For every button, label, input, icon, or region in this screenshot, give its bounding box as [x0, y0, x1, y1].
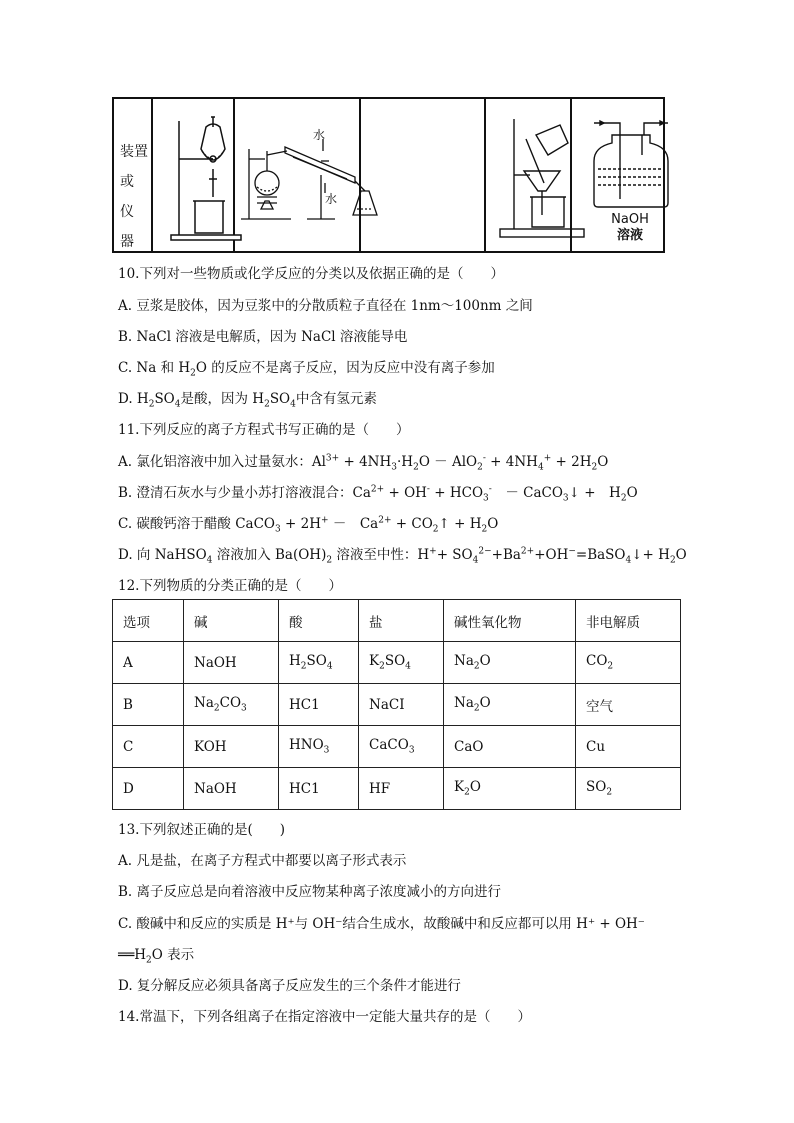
- gas-washing-bottle-icon: [572, 99, 689, 251]
- q10-option-d: D. $H_2SO_4$是酸，因为 $H_2SO_4$中含有氢元素: [118, 391, 377, 410]
- q11-option-b: B. 澄清石灰水与少量小苏打溶液混合：$Ca^{2+} + OH^- + HCO_3^-$ － CaCO$_3$↓ + $H_2O$: [118, 484, 638, 504]
- table-cell: D: [113, 768, 184, 810]
- condenser-water-bottom-label: 水: [325, 192, 338, 206]
- table-cell: B: [113, 684, 184, 726]
- q11-option-a: A. 氯化铝溶液中加入过量氨水：$Al^{3+} + 4NH_3\cdot H_2O - AlO_2^- + 4NH_4^+ + 2H_2O$: [118, 453, 609, 473]
- apparatus-label-line: 器: [120, 234, 134, 250]
- q11-option-c: C. 碳酸钙溶于醋酸 CaCO$_3$ + 2H+ － $Ca^{2+}$ + $CO_2↑ + H_2O$: [118, 515, 499, 535]
- apparatus-label-cell: [114, 99, 153, 251]
- filtration-cell: [486, 99, 572, 251]
- table-row: [113, 684, 681, 726]
- table-cell: A: [113, 642, 184, 684]
- q13-option-c-line2: $══H_2O$ 表示: [118, 947, 195, 966]
- q13-stem: 13.下列叙述正确的是( ): [118, 822, 286, 838]
- table-header-cell: 碱: [184, 600, 279, 642]
- q11-stem: 11.下列反应的离子方程式书写正确的是（ ）: [118, 422, 410, 438]
- q13-option-b: B. 离子反应总是向着溶液中反应物某种离子浓度减小的方向进行: [118, 884, 502, 900]
- q14-stem: 14.常温下，下列各组离子在指定溶液中一定能大量共存的是（ ）: [118, 1009, 531, 1025]
- condenser-water-top-label: 水: [313, 128, 326, 142]
- table-cell: CaCO$_3$: [359, 726, 444, 768]
- classification-table: [112, 599, 681, 810]
- table-cell: HF: [359, 768, 444, 810]
- q10-option-a: A. 豆浆是胶体，因为豆浆中的分散质粒子直径在 1nm～100nm 之间: [118, 298, 533, 314]
- table-header-row: [113, 600, 681, 642]
- apparatus-label-line: 或 仪: [120, 174, 134, 220]
- table-cell: $K_2SO_4$: [359, 642, 444, 684]
- q10-option-c: C. Na 和 $H_2O$ 的反应不是离子反应，因为反应中没有离子参加: [118, 360, 495, 379]
- bottle-label-solution: 溶液: [616, 228, 643, 243]
- empty-cell: [361, 99, 486, 251]
- gas-washing-bottle-cell: [572, 99, 663, 251]
- table-cell: $Na_2O$: [444, 684, 576, 726]
- distillation-cell: [235, 99, 361, 251]
- table-header-cell: 碱性氧化物: [444, 600, 576, 642]
- table-row: [113, 642, 681, 684]
- table-cell: CaO: [444, 726, 576, 768]
- table-cell: KOH: [184, 726, 279, 768]
- table-header-cell: 非电解质: [576, 600, 681, 642]
- table-cell: $SO_2$: [576, 768, 681, 810]
- table-cell: $Na_2O$: [444, 642, 576, 684]
- separatory-funnel-cell: [153, 99, 236, 251]
- q13-option-d: D. 复分解反应必须具备离子反应发生的三个条件才能进行: [118, 978, 461, 994]
- q12-stem: 12.下列物质的分类正确的是（ ）: [118, 578, 342, 594]
- q13-option-c-line1: C. 酸碱中和反应的实质是 H⁺与 OH⁻结合生成水，故酸碱中和反应都可以用 H⁺ + OH⁻: [118, 916, 645, 932]
- table-cell: Cu: [576, 726, 681, 768]
- table-cell: NaOH: [184, 642, 279, 684]
- table-cell: C: [113, 726, 184, 768]
- table-cell: $Na_2CO_3$: [184, 684, 279, 726]
- table-cell: NaOH: [184, 768, 279, 810]
- table-cell: $K_2O$: [444, 768, 576, 810]
- bottle-label-naoh: NaOH: [610, 212, 649, 227]
- table-header-cell: 酸: [279, 600, 359, 642]
- table-row: [113, 726, 681, 768]
- apparatus-label-line: 装置: [120, 144, 148, 160]
- table-header-cell: 选项: [113, 600, 184, 642]
- table-cell: HC1: [279, 684, 359, 726]
- table-row: [113, 768, 681, 810]
- table-header-cell: 盐: [359, 600, 444, 642]
- q10-stem: 10.下列对一些物质或化学反应的分类以及依据正确的是（ ）: [118, 266, 504, 282]
- table-cell: NaCI: [359, 684, 444, 726]
- q13-option-a: A. 凡是盐，在离子方程式中都要以离子形式表示: [118, 853, 407, 869]
- q11-option-d: D. 向 NaHSO$_4$ 溶液加入 $Ba(OH)_2$ 溶液至中性：$H^++ SO_4^{2-}+Ba^{2+}+OH^-=BaSO_4↓+ H_2O$: [118, 546, 687, 566]
- apparatus-table: [112, 97, 665, 253]
- table-cell: $HNO_3$: [279, 726, 359, 768]
- table-cell: HC1: [279, 768, 359, 810]
- q10-option-b: B. NaCl 溶液是电解质，因为 NaCl 溶液能导电: [118, 329, 408, 345]
- table-cell: 空气: [576, 684, 681, 726]
- table-cell: $H_2SO_4$: [279, 642, 359, 684]
- table-cell: $CO_2$: [576, 642, 681, 684]
